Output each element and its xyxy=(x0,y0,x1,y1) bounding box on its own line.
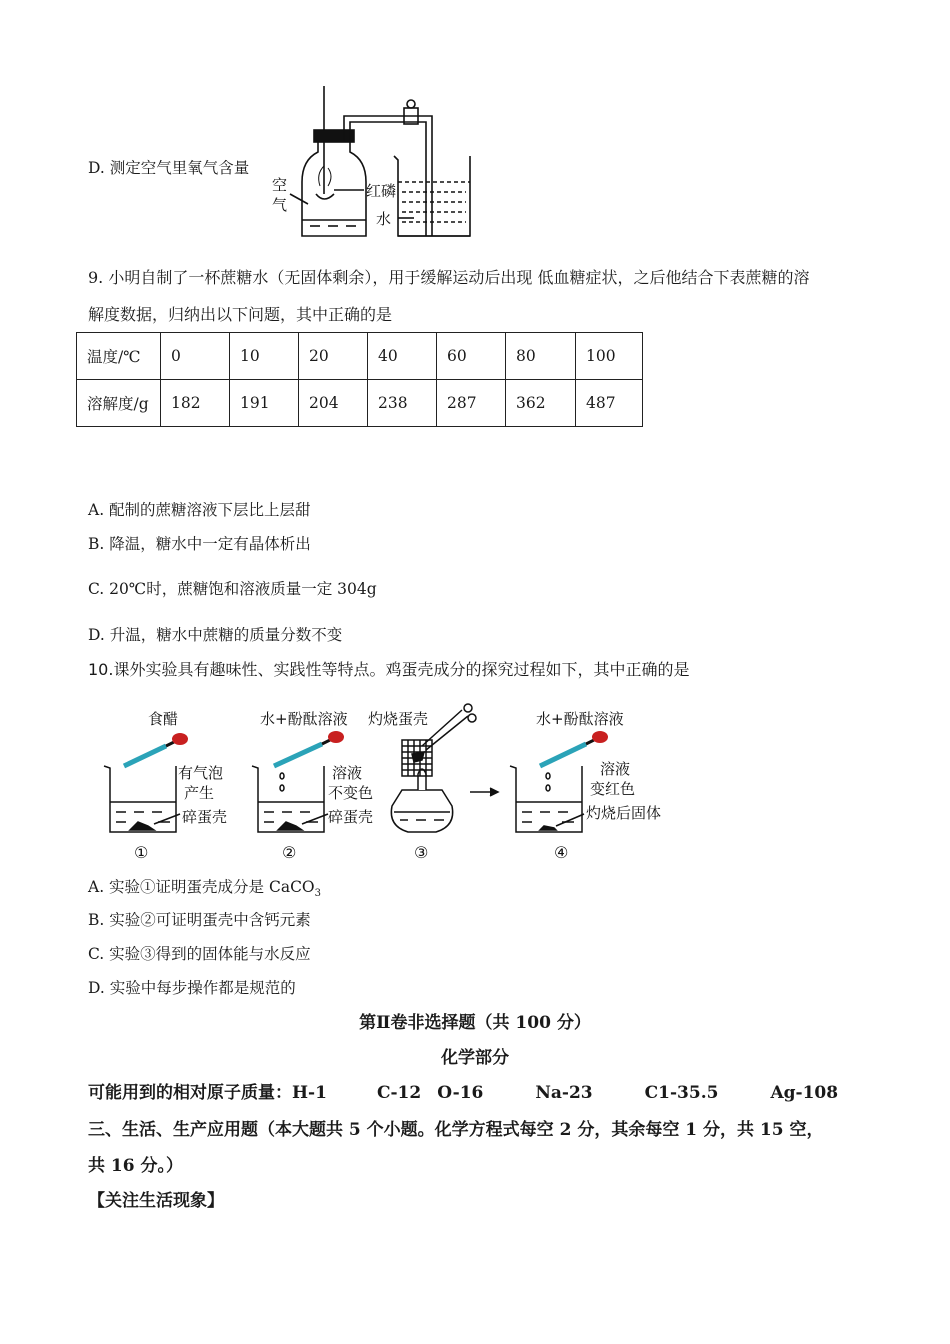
q10-stem xyxy=(88,657,689,680)
q10-option-c: C. 实验③得到的固体能与水反应 xyxy=(88,945,311,963)
mass-cl: C1-35.5 xyxy=(644,1083,719,1103)
q10-option-a xyxy=(88,875,321,899)
label-air-1: 空 xyxy=(272,176,288,194)
label-solution-2: 不变色 xyxy=(328,784,374,802)
table-cell: 20 xyxy=(299,333,368,380)
q10-option-d: D. 实验中每步操作都是规范的 xyxy=(88,979,296,997)
table-cell: 40 xyxy=(368,333,437,380)
q10-option-a-subscript: 3 xyxy=(314,888,322,900)
label-vinegar: 食醋 xyxy=(148,710,179,728)
q10-option-a-text: A. 实验①证明蛋壳成分是 CaCO xyxy=(88,878,315,896)
table-cell: 191 xyxy=(230,380,299,427)
subsection-title: 【关注生活现象】 xyxy=(88,1191,224,1211)
label-burned-solid: 灼烧后固体 xyxy=(586,804,662,822)
q8-option-d: D. 测定空气里氧气含量 xyxy=(88,159,250,177)
label-step-3: ③ xyxy=(414,843,429,862)
table-row-temperature xyxy=(77,333,643,380)
mass-na: Na-23 xyxy=(535,1083,593,1103)
label-eggshell-1: 碎蛋壳 xyxy=(182,808,228,826)
q9-option-d: D. 升温，糖水中蔗糖的质量分数不变 xyxy=(88,626,343,644)
part2-subtitle: 化学部分 xyxy=(441,1048,509,1068)
q9-option-c: C. 20℃时，蔗糖饱和溶液质量一定 304g xyxy=(88,580,377,598)
section3-line2: 共 16 分。） xyxy=(88,1156,183,1176)
table-cell: 487 xyxy=(576,380,643,427)
label-solution-1: 溶液 xyxy=(332,764,363,782)
table-cell: 204 xyxy=(299,380,368,427)
label-eggshell-2: 碎蛋壳 xyxy=(328,808,374,826)
oxygen-apparatus-figure xyxy=(268,86,488,246)
table-header-temperature: 温度/℃ xyxy=(77,333,161,380)
q9-stem-line1: 9. 小明自制了一杯蔗糖水（无固体剩余），用于缓解运动后出现 低血糖症状，之后他结合下表蔗糖的溶 xyxy=(88,268,810,287)
q9-stem-line2: 解度数据，归纳出以下问题，其中正确的是 xyxy=(88,305,393,324)
mass-h: H-1 xyxy=(292,1083,327,1103)
label-burn-eggshell: 灼烧蛋壳 xyxy=(368,710,429,728)
label-air-2: 气 xyxy=(272,196,288,214)
solubility-table xyxy=(76,332,643,427)
label-step-4: ④ xyxy=(554,843,569,862)
table-row-solubility xyxy=(77,380,643,427)
label-water: 水 xyxy=(376,210,392,228)
table-cell: 10 xyxy=(230,333,299,380)
q9-option-b: B. 降温，糖水中一定有晶体析出 xyxy=(88,535,311,553)
label-bubbles-1: 有气泡 xyxy=(178,764,224,782)
label-solution-4: 变红色 xyxy=(590,780,636,798)
mass-o: O-16 xyxy=(437,1083,484,1103)
label-bubbles-2: 产生 xyxy=(184,784,215,802)
label-phenolphthalein-2: 水+酚酞溶液 xyxy=(260,710,348,728)
q10-stem-text: 课外实验具有趣味性、实践性等特点。鸡蛋壳成分的探究过程如下，其中正确的是 xyxy=(113,660,690,679)
table-cell: 0 xyxy=(161,333,230,380)
table-cell: 238 xyxy=(368,380,437,427)
atomic-masses-label: 可能用到的相对原子质量： xyxy=(88,1083,292,1103)
q9-option-a: A. 配制的蔗糖溶液下层比上层甜 xyxy=(88,501,311,519)
table-header-solubility: 溶解度/g xyxy=(77,380,161,427)
atomic-masses-line xyxy=(88,1078,838,1103)
table-cell: 100 xyxy=(576,333,643,380)
label-solution-3: 溶液 xyxy=(600,760,631,778)
table-cell: 362 xyxy=(506,380,576,427)
table-cell: 182 xyxy=(161,380,230,427)
label-phenolphthalein-4: 水+酚酞溶液 xyxy=(536,710,624,728)
table-cell: 80 xyxy=(506,333,576,380)
q10-number: 10. xyxy=(88,660,114,679)
label-red-phosphorus: 红磷 xyxy=(366,182,397,200)
table-cell: 60 xyxy=(437,333,506,380)
part2-title: 第Ⅱ卷非选择题（共 100 分） xyxy=(359,1013,591,1033)
mass-ag: Ag-108 xyxy=(770,1083,839,1103)
section3-line1: 三、生活、生产应用题（本大题共 5 个小题。化学方程式每空 2 分，其余每空 1 分，共 15 空， xyxy=(88,1120,824,1140)
eggshell-experiment-figure xyxy=(96,694,686,866)
label-step-1: ① xyxy=(134,843,149,862)
q10-option-b: B. 实验②可证明蛋壳中含钙元素 xyxy=(88,911,311,929)
label-step-2: ② xyxy=(282,843,297,862)
table-cell: 287 xyxy=(437,380,506,427)
mass-c: C-12 xyxy=(376,1083,422,1103)
